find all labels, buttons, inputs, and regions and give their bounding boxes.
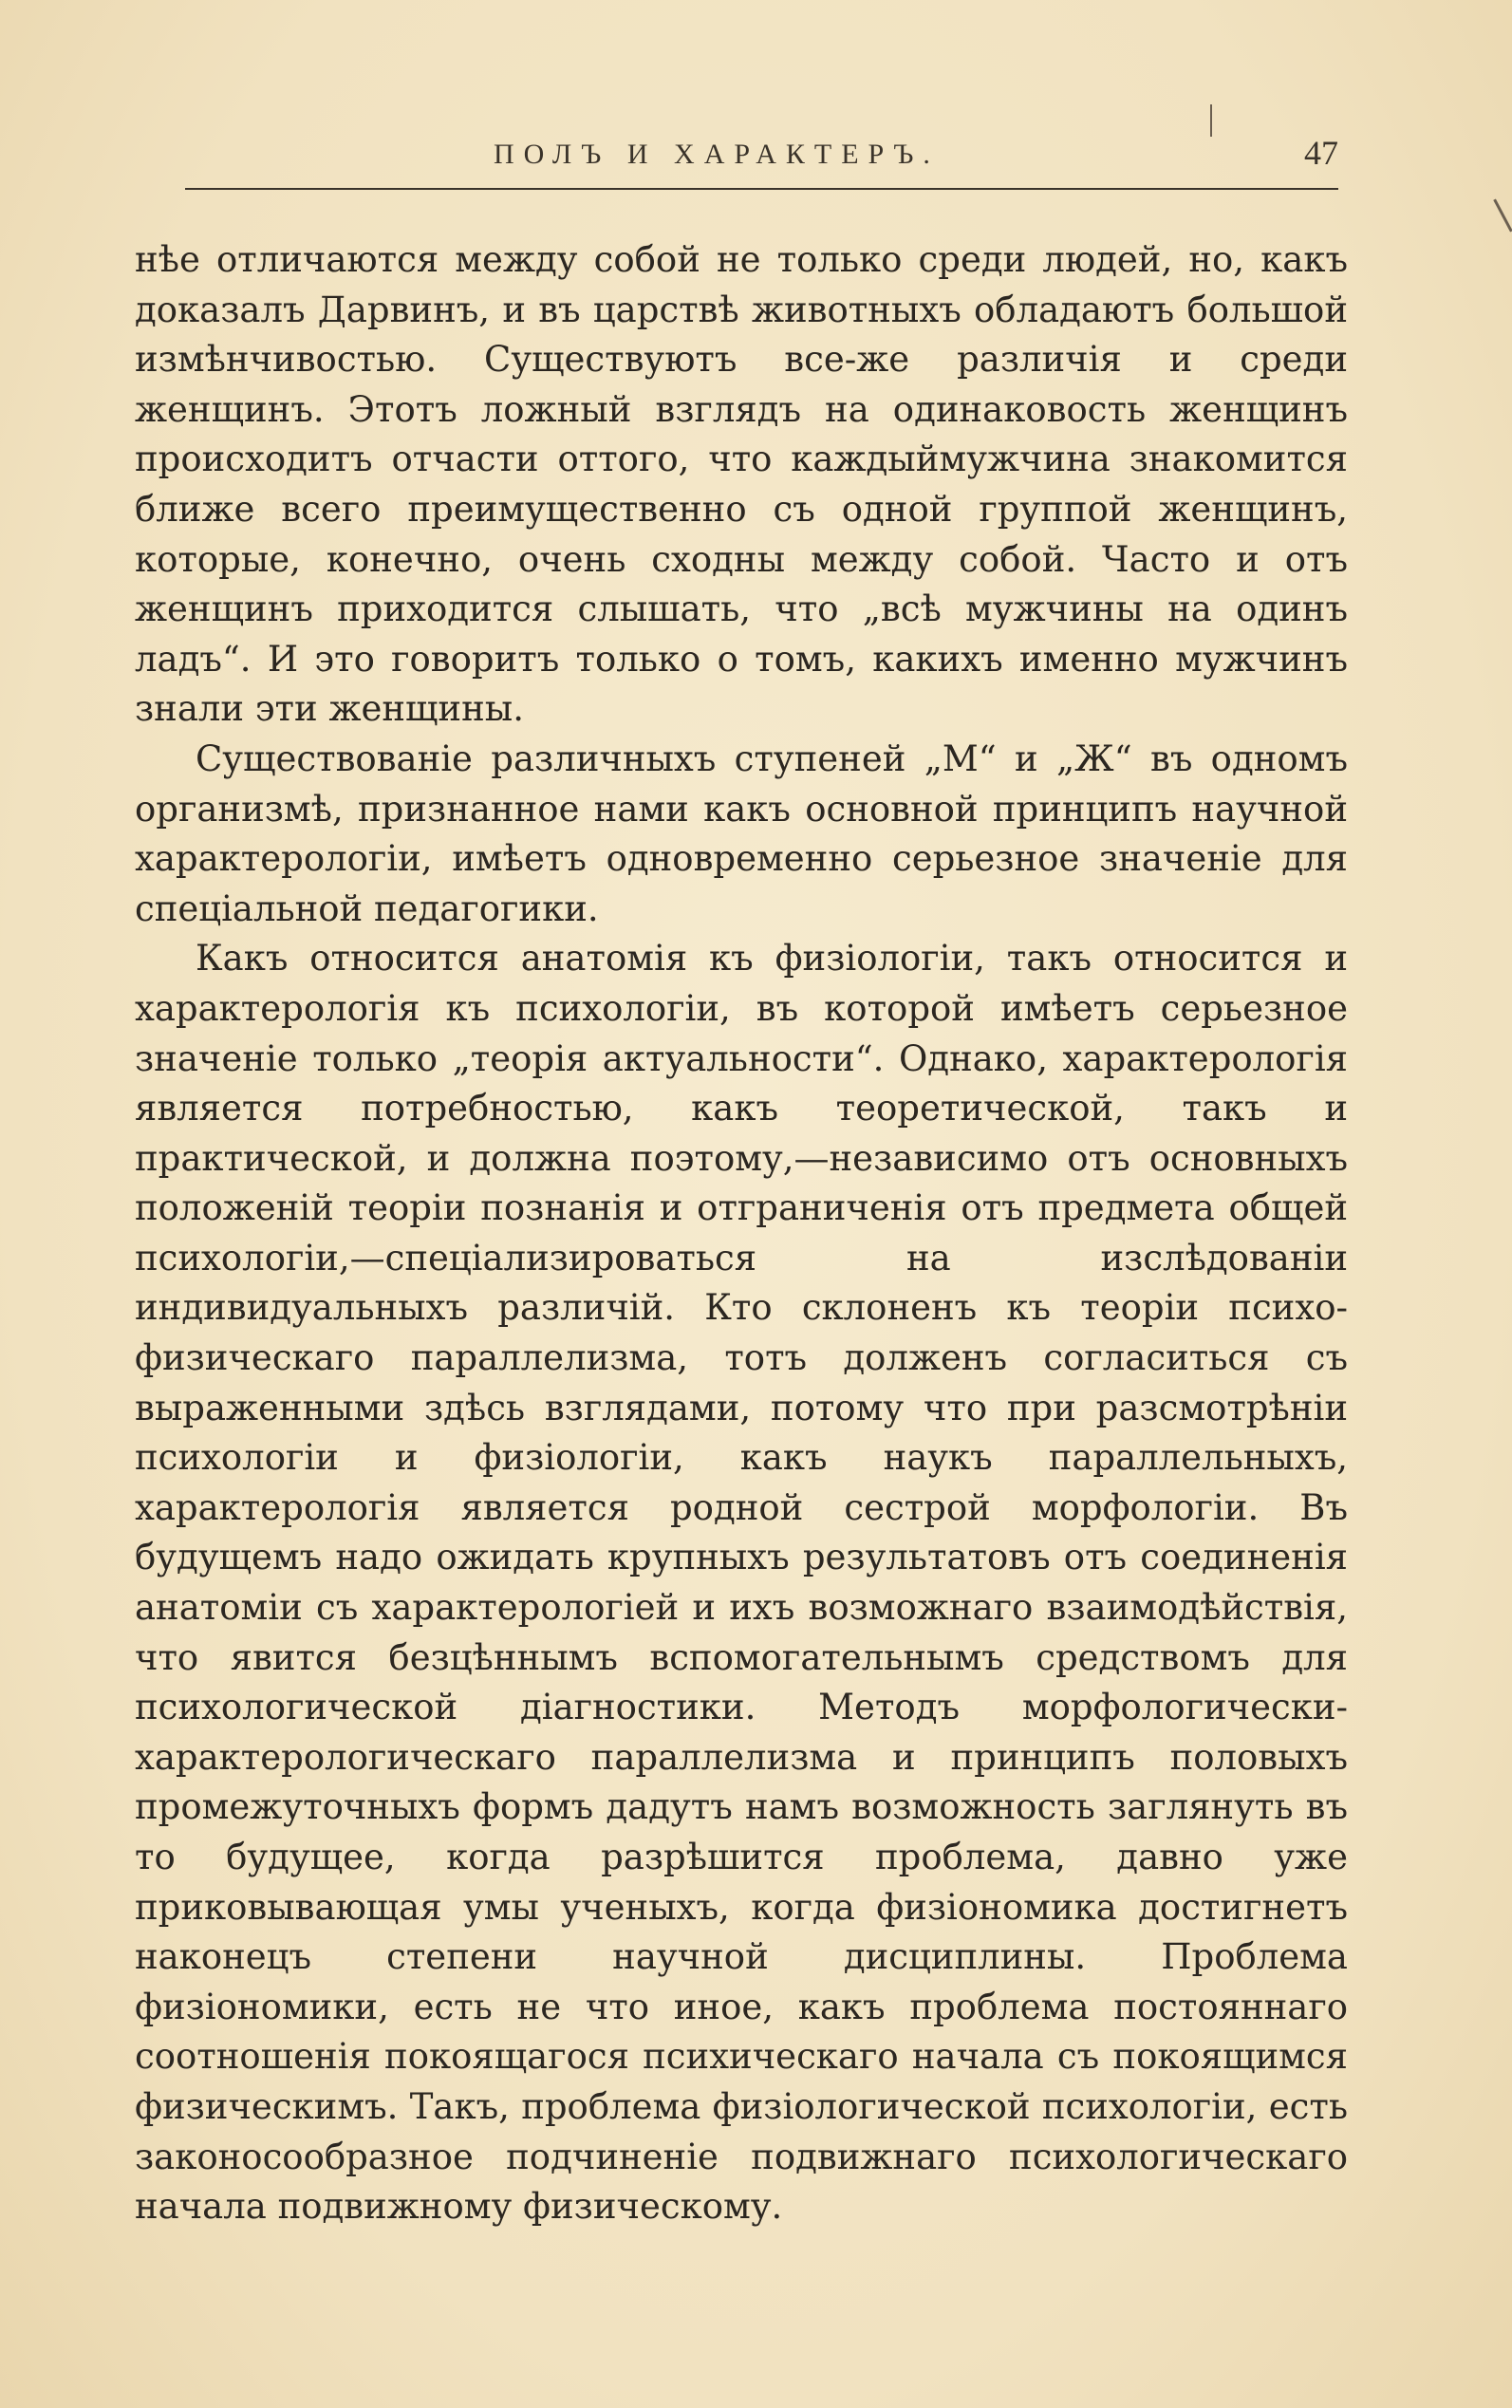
body-text: [135, 235, 1348, 2232]
margin-mark: [1493, 199, 1512, 233]
running-head: ПОЛЪ И ХАРАКТЕРЪ.: [494, 139, 940, 170]
stray-pen-mark: [1210, 104, 1212, 137]
paragraph-2: Существованіе различныхъ ступеней „М“ и „Ж“ въ одномъ организмѣ, признанное нами какъ основной принципъ научной характерологіи, имѣетъ одновременно серьезное значеніе для спеціальной педагогики.: [135, 737, 1348, 929]
page-number: 47: [1304, 134, 1338, 172]
page-header: [185, 133, 1338, 199]
header-rule: [185, 188, 1338, 190]
paragraph-1: нѣе отличаются между собой не только среди людей, но, какъ доказалъ Дарвинъ, и въ царствѣ животныхъ обладаютъ большой измѣнчивостью. Существуютъ все-же различія и среди женщинъ. Этотъ ложный взглядъ на одинаковость женщинъ происходитъ отчасти оттого, что каждыймужчина знакомится ближе всего преимущественно съ одной группой женщинъ, которые, конечно, очень сходны между собой. Часто и отъ женщинъ приходится слышать, что „всѣ мужчины на одинъ ладъ“. И это говоритъ только о томъ, какихъ именно мужчинъ знали эти женщины.: [135, 239, 1348, 730]
paragraph-3: Какъ относится анатомія къ физіологіи, такъ относится и характерологія къ психологіи, въ которой имѣетъ серьезное значеніе только „теорія актуальности“. Однако, характерологія является потребностью, какъ теоретической, такъ и практической, и должна поэтому,—независимо отъ основныхъ положеній теоріи познанія и отграниченія отъ предмета общей психологіи,—спеціализироваться на изслѣдованіи индивидуальныхъ различій. Кто склоненъ къ теоріи психо-физическаго параллелизма, тотъ долженъ согласиться съ выраженными здѣсь взглядами, потому что при разсмотрѣніи психологіи и физіологіи, какъ наукъ параллельныхъ, характерологія является родной сестрой морфологіи. Въ будущемъ надо ожидать крупныхъ результатовъ отъ соединенія анатоміи съ характерологіей и ихъ возможнаго взаимодѣйствія, что явится безцѣннымъ вспомогательнымъ средствомъ для психологической діагностики. Методъ морфологически-характерологическаго параллелизма и принципъ половыхъ промежуточныхъ формъ дадутъ намъ возможность заглянуть въ то будущее, когда разрѣшится проблема, давно уже приковывающая умы ученыхъ, когда физіономика достигнетъ наконецъ степени научной дисциплины. Проблема физіономики, есть не что иное, какъ проблема постояннаго соотношенія покоящагося психическаго начала съ покоящимся физическимъ. Такъ, проблема физіологической психологіи, есть законосообразное подчиненіе подвижнаго психологическаго начала подвижному физическому.: [135, 938, 1348, 2228]
